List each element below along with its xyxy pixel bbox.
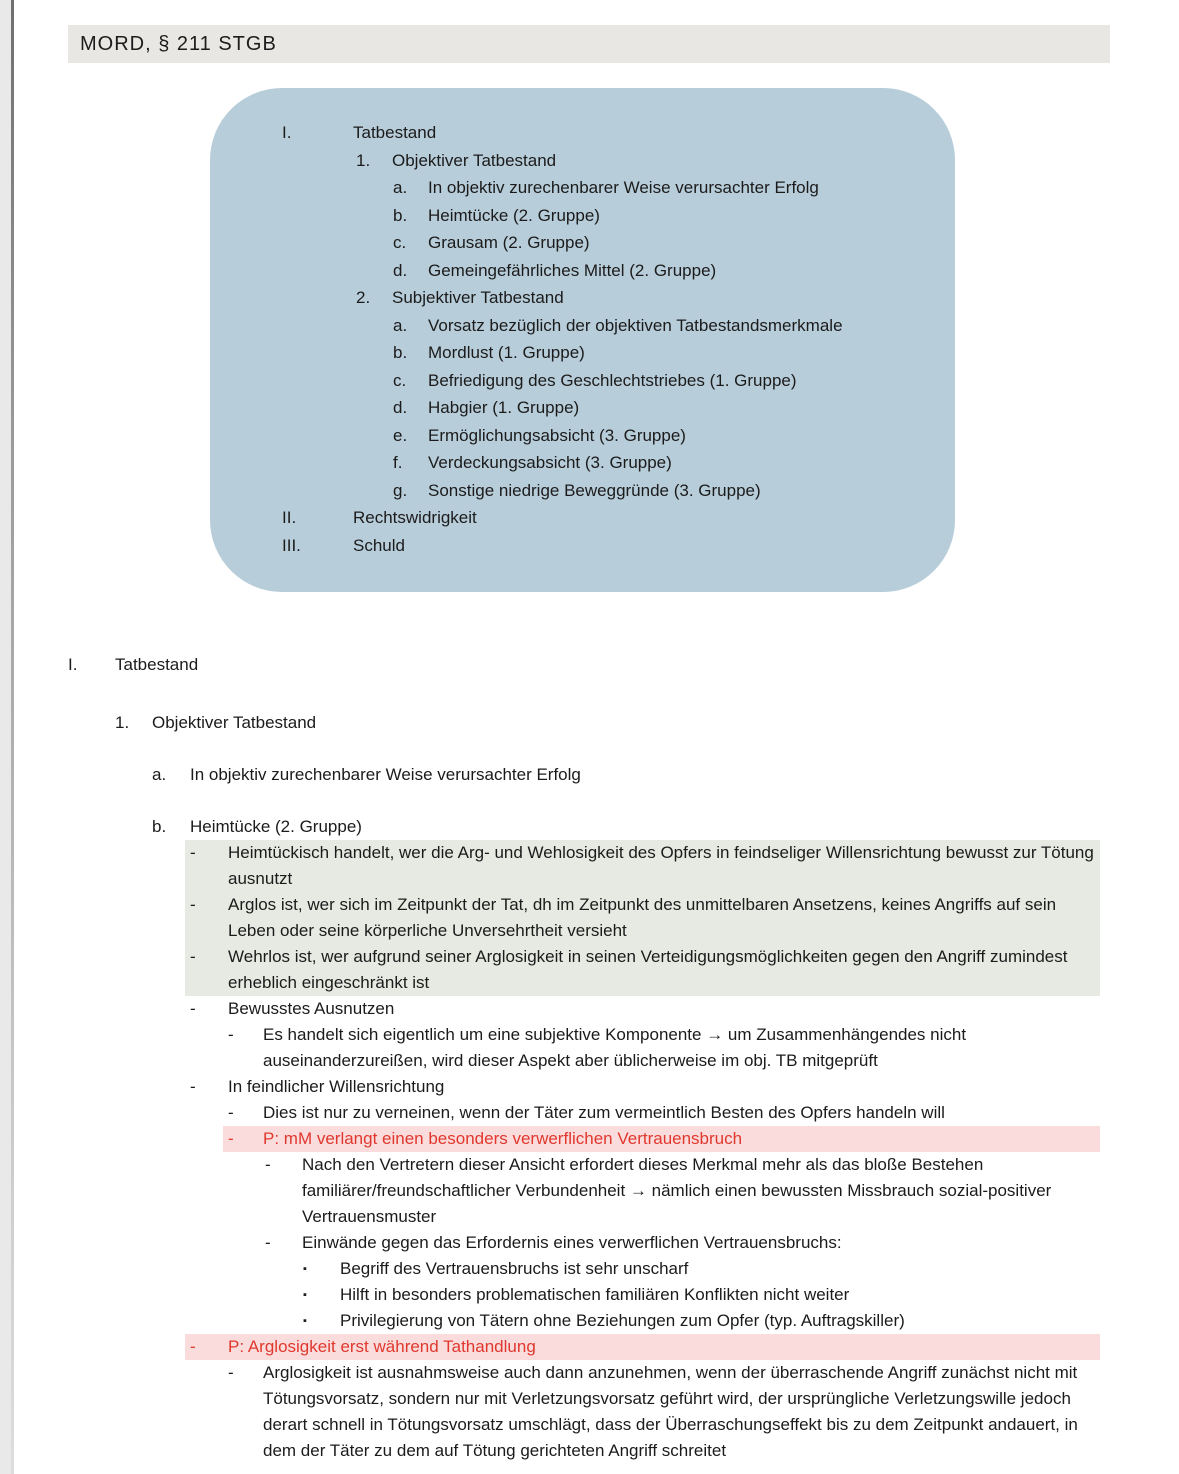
overview-item-text: Tatbestand xyxy=(353,123,437,142)
outline-item xyxy=(298,1256,1100,1282)
outline-item-text: Objektiver Tatbestand xyxy=(152,713,317,732)
overview-item xyxy=(210,202,955,230)
overview-item xyxy=(210,422,955,450)
outline-item-text: Dies ist nur zu verneinen, wenn der Täter zum vermeintlich Besten des Opfers handeln will xyxy=(263,1103,945,1122)
outline-item xyxy=(185,892,1100,944)
list-marker: g. xyxy=(393,480,408,500)
outline-item xyxy=(260,1230,1100,1256)
list-marker: a. xyxy=(152,765,167,784)
overview-item xyxy=(210,312,955,340)
list-marker: - xyxy=(190,843,196,862)
list-marker: a. xyxy=(393,315,408,335)
outline-item-text: Hilft in besonders problematischen familiären Konflikten nicht weiter xyxy=(340,1285,850,1304)
outline-item-text: P: mM verlangt einen besonders verwerflichen Vertrauensbruch xyxy=(263,1129,743,1148)
document-title-bar xyxy=(68,25,1110,63)
overview-item-text: Heimtücke (2. Gruppe) xyxy=(428,205,600,225)
overview-item-text: Grausam (2. Gruppe) xyxy=(428,233,590,252)
overview-item xyxy=(210,367,955,395)
list-marker: - xyxy=(190,1337,196,1356)
outline-item xyxy=(63,652,1100,678)
outline-item xyxy=(185,840,1100,892)
overview-item-text: Subjektiver Tatbestand xyxy=(392,288,564,307)
outline-item-text: In objektiv zurechenbarer Weise verursachter Erfolg xyxy=(190,765,581,784)
overview-item-text: Sonstige niedrige Beweggründe (3. Gruppe) xyxy=(428,480,761,500)
list-marker: a. xyxy=(393,178,408,197)
overview-item-text: Objektiver Tatbestand xyxy=(392,150,557,170)
outline-item-text: Tatbestand xyxy=(115,655,199,674)
list-marker: ▪ xyxy=(303,1315,307,1327)
outline-item-text: Es handelt sich eigentlich um eine subjektive Komponente → um Zusammenhängendes nicht auseinanderzureißen, wird dieser Aspekt aber üblicherweise im obj. TB mitgeprüft xyxy=(263,1025,967,1070)
outline-item xyxy=(223,1360,1100,1464)
outline-item-text: Bewusstes Ausnutzen xyxy=(228,999,395,1018)
list-marker: I. xyxy=(282,123,292,142)
page-title: MORD, § 211 STGB xyxy=(80,32,277,55)
overview-item xyxy=(210,284,955,312)
overview-item xyxy=(210,394,955,422)
overview-item-text: Verdeckungsabsicht (3. Gruppe) xyxy=(428,453,672,472)
outline-body xyxy=(0,652,1100,1464)
overview-item-text: Mordlust (1. Gruppe) xyxy=(428,343,585,362)
outline-item-text: P: Arglosigkeit erst während Tathandlung xyxy=(228,1337,536,1356)
outline-item xyxy=(185,996,1100,1022)
outline-item xyxy=(185,1074,1100,1100)
list-marker: 1. xyxy=(356,150,371,170)
overview-item xyxy=(210,532,955,560)
list-marker: e. xyxy=(393,425,408,445)
outline-item xyxy=(223,1126,1100,1152)
overview-item-text: Habgier (1. Gruppe) xyxy=(428,398,580,417)
outline-item xyxy=(110,710,1100,736)
list-marker: d. xyxy=(393,398,408,417)
list-marker: - xyxy=(228,1129,234,1148)
overview-item xyxy=(210,504,955,532)
outline-item xyxy=(185,1334,1100,1360)
overview-item-text: Ermöglichungsabsicht (3. Gruppe) xyxy=(428,425,686,445)
outline-item xyxy=(298,1282,1100,1308)
list-marker: - xyxy=(228,1363,234,1382)
list-marker: 2. xyxy=(356,288,371,307)
overview-item xyxy=(210,257,955,285)
overview-item xyxy=(210,147,955,175)
outline-item-text: Heimtückisch handelt, wer die Arg- und Wehlosigkeit des Opfers in feindseliger Willensrichtung bewusst zur Tötung ausnutzt xyxy=(228,843,1094,888)
outline-item-text: Arglos ist, wer sich im Zeitpunkt der Tat, dh im Zeitpunkt des unmittelbaren Ansetzens, keines Angriffs auf sein Leben oder seine körperliche Unversehrtheit versieht xyxy=(228,895,1057,940)
outline-item-text: Begriff des Vertrauensbruchs ist sehr unscharf xyxy=(340,1259,689,1278)
list-marker: - xyxy=(190,1077,196,1096)
outline-item xyxy=(298,1308,1100,1334)
list-marker: II. xyxy=(282,508,297,527)
list-marker: - xyxy=(228,1103,234,1122)
overview-item xyxy=(210,449,955,477)
outline-item-text: Wehrlos ist, wer aufgrund seiner Arglosigkeit in seinen Verteidigungsmöglichkeiten gegen den Angriff zumindest erheblich eingeschränkt ist xyxy=(228,947,1068,992)
outline-item xyxy=(185,944,1100,996)
list-marker: - xyxy=(265,1233,271,1252)
list-marker: b. xyxy=(152,817,167,836)
list-marker: III. xyxy=(282,535,301,555)
overview-item xyxy=(210,229,955,257)
outline-item xyxy=(260,1152,1100,1230)
outline-item-text: Privilegierung von Tätern ohne Beziehungen zum Opfer (typ. Auftragskiller) xyxy=(340,1311,905,1330)
list-marker: - xyxy=(228,1025,234,1044)
list-marker: b. xyxy=(393,343,408,362)
overview-item-text: In objektiv zurechenbarer Weise verursachter Erfolg xyxy=(428,178,819,197)
outline-item xyxy=(147,814,1100,840)
list-marker: - xyxy=(265,1155,271,1174)
list-marker: I. xyxy=(68,655,78,674)
outline-item-text: Einwände gegen das Erfordernis eines verwerflichen Vertrauensbruchs: xyxy=(302,1233,842,1252)
list-marker: ▪ xyxy=(303,1289,307,1301)
list-marker: - xyxy=(190,999,196,1018)
overview-item xyxy=(210,174,955,202)
outline-item-text: In feindlicher Willensrichtung xyxy=(228,1077,445,1096)
overview-item-text: Gemeingefährliches Mittel (2. Gruppe) xyxy=(428,260,717,280)
overview-box xyxy=(210,88,955,592)
outline-item-text: Arglosigkeit ist ausnahmsweise auch dann anzunehmen, wenn der überraschende Angriff zunächst nicht mit Tötungsvorsatz, sondern nur mit Verletzungsvorsatz geführt wird, der ursprüngliche Verletzungswille jedoch derart schnell in Tötungsvorsatz umschlägt, dass der Überraschungseffekt bis zu dem Zeitpunkt andauert, in dem der Täter zu dem auf Tötung gerichteten Angriff schreitet xyxy=(263,1363,1078,1460)
overview-item xyxy=(210,119,955,147)
outline-item-text: Heimtücke (2. Gruppe) xyxy=(190,817,362,836)
list-marker: d. xyxy=(393,260,408,280)
list-marker: b. xyxy=(393,205,408,225)
outline-item xyxy=(147,762,1100,788)
list-marker: - xyxy=(190,947,196,966)
list-marker: c. xyxy=(393,233,407,252)
overview-item xyxy=(210,477,955,505)
overview-item xyxy=(210,339,955,367)
overview-item-text: Befriedigung des Geschlechtstriebes (1. Gruppe) xyxy=(428,370,797,390)
overview-item-text: Schuld xyxy=(353,535,405,555)
outline-item xyxy=(223,1022,1100,1074)
overview-item-text: Vorsatz bezüglich der objektiven Tatbestandsmerkmale xyxy=(428,315,843,335)
outline-item xyxy=(223,1100,1100,1126)
list-marker: ▪ xyxy=(303,1263,307,1275)
list-marker: 1. xyxy=(115,713,130,732)
list-marker: c. xyxy=(393,370,407,390)
outline-item-text: Nach den Vertretern dieser Ansicht erfordert dieses Merkmal mehr als das bloße Bestehen familiärer/freundschaftlicher Verbundenheit → nämlich einen bewussten Missbrauch sozial-positiver Vertrauensmuster xyxy=(302,1155,1052,1226)
overview-item-text: Rechtswidrigkeit xyxy=(353,508,477,527)
list-marker: - xyxy=(190,895,196,914)
list-marker: f. xyxy=(393,453,403,472)
